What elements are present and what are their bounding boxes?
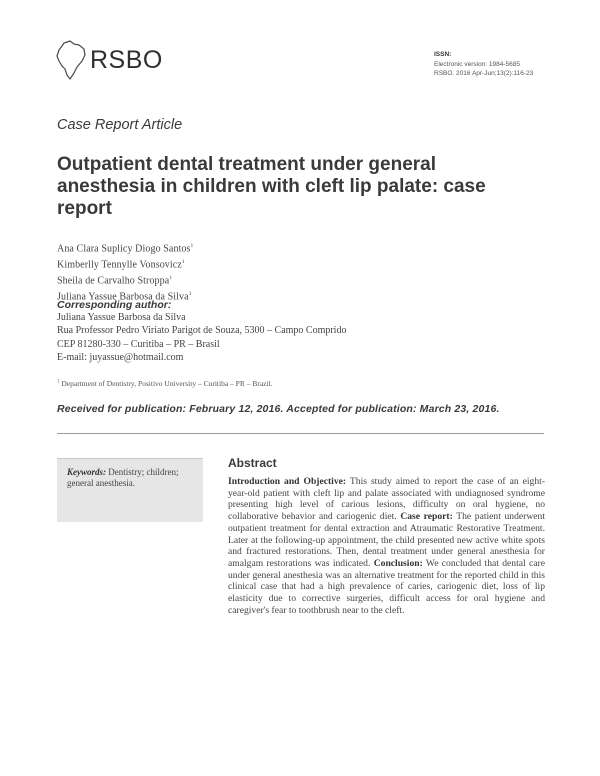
- citation: RSBO. 2016 Apr-Jun;13(2):116-23: [434, 70, 534, 77]
- author-item: Sheila de Carvalho Stroppa$^1$: [57, 274, 173, 287]
- affiliation-note: $^1$ Department of Dentistry, Positivo University – Curitiba – PR – Brazil.: [57, 379, 273, 388]
- keywords-text: Dentistry; children; general anesthesia.: [67, 467, 179, 488]
- brazil-map-icon: [55, 40, 87, 80]
- corresponding-address: Rua Professor Pedro Viriato Parigot de Souza, 5300 – Campo Comprido: [57, 325, 347, 337]
- author-item: Juliana Yassue Barbosa da Silva$^1$: [57, 290, 192, 303]
- abstract-case-label: Case report:: [400, 511, 453, 523]
- abstract-case-text: The patient underwent outpatient treatment for dental extraction and Atraumatic Restorative Treatment. Later at the following-up appointment, the child presented new active white spots and fractured restorations. Then, dental treatment under general anesthesia for amalgam restorations was indicated.: [228, 511, 545, 569]
- section-divider: [57, 433, 544, 434]
- keywords-label: Keywords:: [67, 467, 106, 477]
- abstract-title: Abstract: [228, 456, 277, 470]
- journal-logo: [55, 40, 163, 80]
- author-item: Ana Clara Suplicy Diogo Santos$^1$: [57, 243, 194, 255]
- corresponding-name: Juliana Yassue Barbosa da Silva: [57, 312, 186, 323]
- article-title: Outpatient dental treatment under general anesthesia in children with cleft lip palate: case report: [57, 154, 486, 219]
- article-type: Case Report Article: [57, 117, 183, 133]
- abstract-conclusion-label: Conclusion:: [373, 557, 423, 569]
- publication-dates: Received for publication: February 12, 2016. Accepted for publication: March 23, 2016.: [57, 403, 500, 415]
- corresponding-author-details: [57, 311, 346, 365]
- author-list: [57, 240, 193, 304]
- abstract-intro-label: Introduction and Objective:: [228, 476, 347, 487]
- abstract-conclusion-text: We concluded that dental care under general anesthesia was an alternative treatment for the reported child in this clinical case that had a high prevalence of caries, cariogenic diet, loss of lip elasticity due to corrective surgeries, difficult access for oral hygiene and caregiver's fear to toothbrush near to the cleft.: [228, 557, 545, 616]
- issn-block: [434, 50, 533, 79]
- abstract-body: [228, 476, 545, 616]
- issn-electronic: Electronic version: 1984-5685: [434, 60, 520, 68]
- corresponding-author-label: Corresponding author:: [57, 299, 172, 311]
- abstract-intro-text: This study aimed to report the case of an eight-year-old patient with cleft lip and palate associated with undiagnosed syndrome presenting high level of carious lesions, difficulty on oral hygiene, no collaborative behavior and cariogenic diet.: [228, 476, 545, 523]
- corresponding-email[interactable]: E-mail: juyassue@hotmail.com: [57, 352, 184, 364]
- keywords-box: [57, 458, 203, 522]
- issn-label: ISSN:: [434, 51, 452, 58]
- corresponding-city: CEP 81280-330 – Curitiba – PR – Brasil: [57, 338, 220, 350]
- author-item: Kimberlly Tennylle Vonsovicz$^1$: [57, 258, 185, 271]
- logo-text: RSBO: [90, 45, 163, 74]
